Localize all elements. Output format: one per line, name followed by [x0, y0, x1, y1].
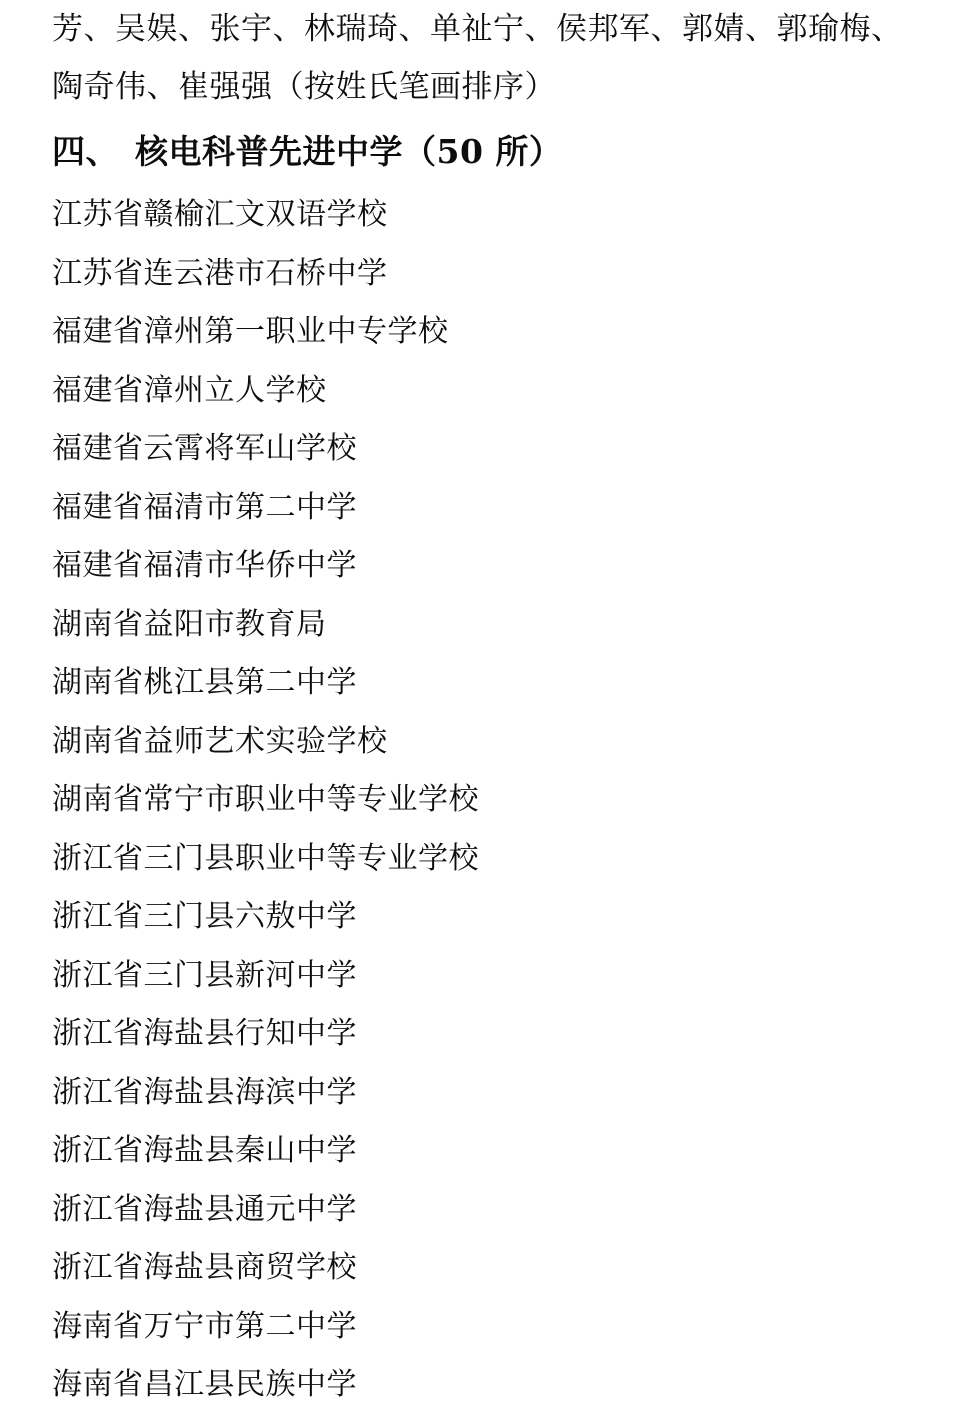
- continuation-line-2: 陶奇伟、崔强强（按姓氏笔画排序）: [52, 69, 556, 105]
- list-item: 湖南省桃江县第二中学: [52, 665, 357, 700]
- list-item: 福建省福清市第二中学: [52, 489, 357, 525]
- list-item: 浙江省三门县六敖中学: [52, 899, 357, 934]
- list-item: 江苏省连云港市石桥中学: [52, 255, 388, 291]
- list-item: 福建省福清市华侨中学: [52, 548, 357, 583]
- list-item: 江苏省赣榆汇文双语学校: [52, 197, 388, 232]
- list-item: 福建省漳州第一职业中专学校: [52, 314, 449, 349]
- list-item: 浙江省海盐县海滨中学: [52, 1074, 357, 1110]
- continuation-paragraph: [52, 0, 922, 116]
- list-item: 浙江省海盐县通元中学: [52, 1191, 357, 1227]
- section-number: 四、: [52, 132, 119, 171]
- section-title: 核电科普先进中学: [135, 132, 403, 171]
- list-item: 湖南省常宁市职业中等专业学校: [52, 782, 479, 817]
- list-item: 湖南省益师艺术实验学校: [52, 723, 388, 759]
- list-item: 浙江省三门县新河中学: [52, 957, 357, 993]
- school-entry-list: [52, 186, 922, 1415]
- continuation-line-1: 芳、吴娱、张宇、林瑞琦、单祉宁、侯邦军、郭婧、郭瑜梅、: [52, 11, 903, 47]
- list-item: 湖南省益阳市教育局: [52, 606, 327, 642]
- list-item: 海南省昌江县民族中学: [52, 1367, 357, 1402]
- list-item: 浙江省海盐县行知中学: [52, 1016, 357, 1051]
- list-item: 福建省云霄将军山学校: [52, 431, 357, 466]
- section-count: （50 所）: [403, 132, 563, 171]
- list-item: 海南省万宁市第二中学: [52, 1308, 357, 1344]
- list-item: 福建省漳州立人学校: [52, 372, 327, 408]
- list-item: 浙江省三门县职业中等专业学校: [52, 840, 479, 876]
- list-item: 浙江省海盐县商贸学校: [52, 1250, 357, 1285]
- section-heading: [52, 122, 922, 182]
- list-item: 浙江省海盐县秦山中学: [52, 1133, 357, 1168]
